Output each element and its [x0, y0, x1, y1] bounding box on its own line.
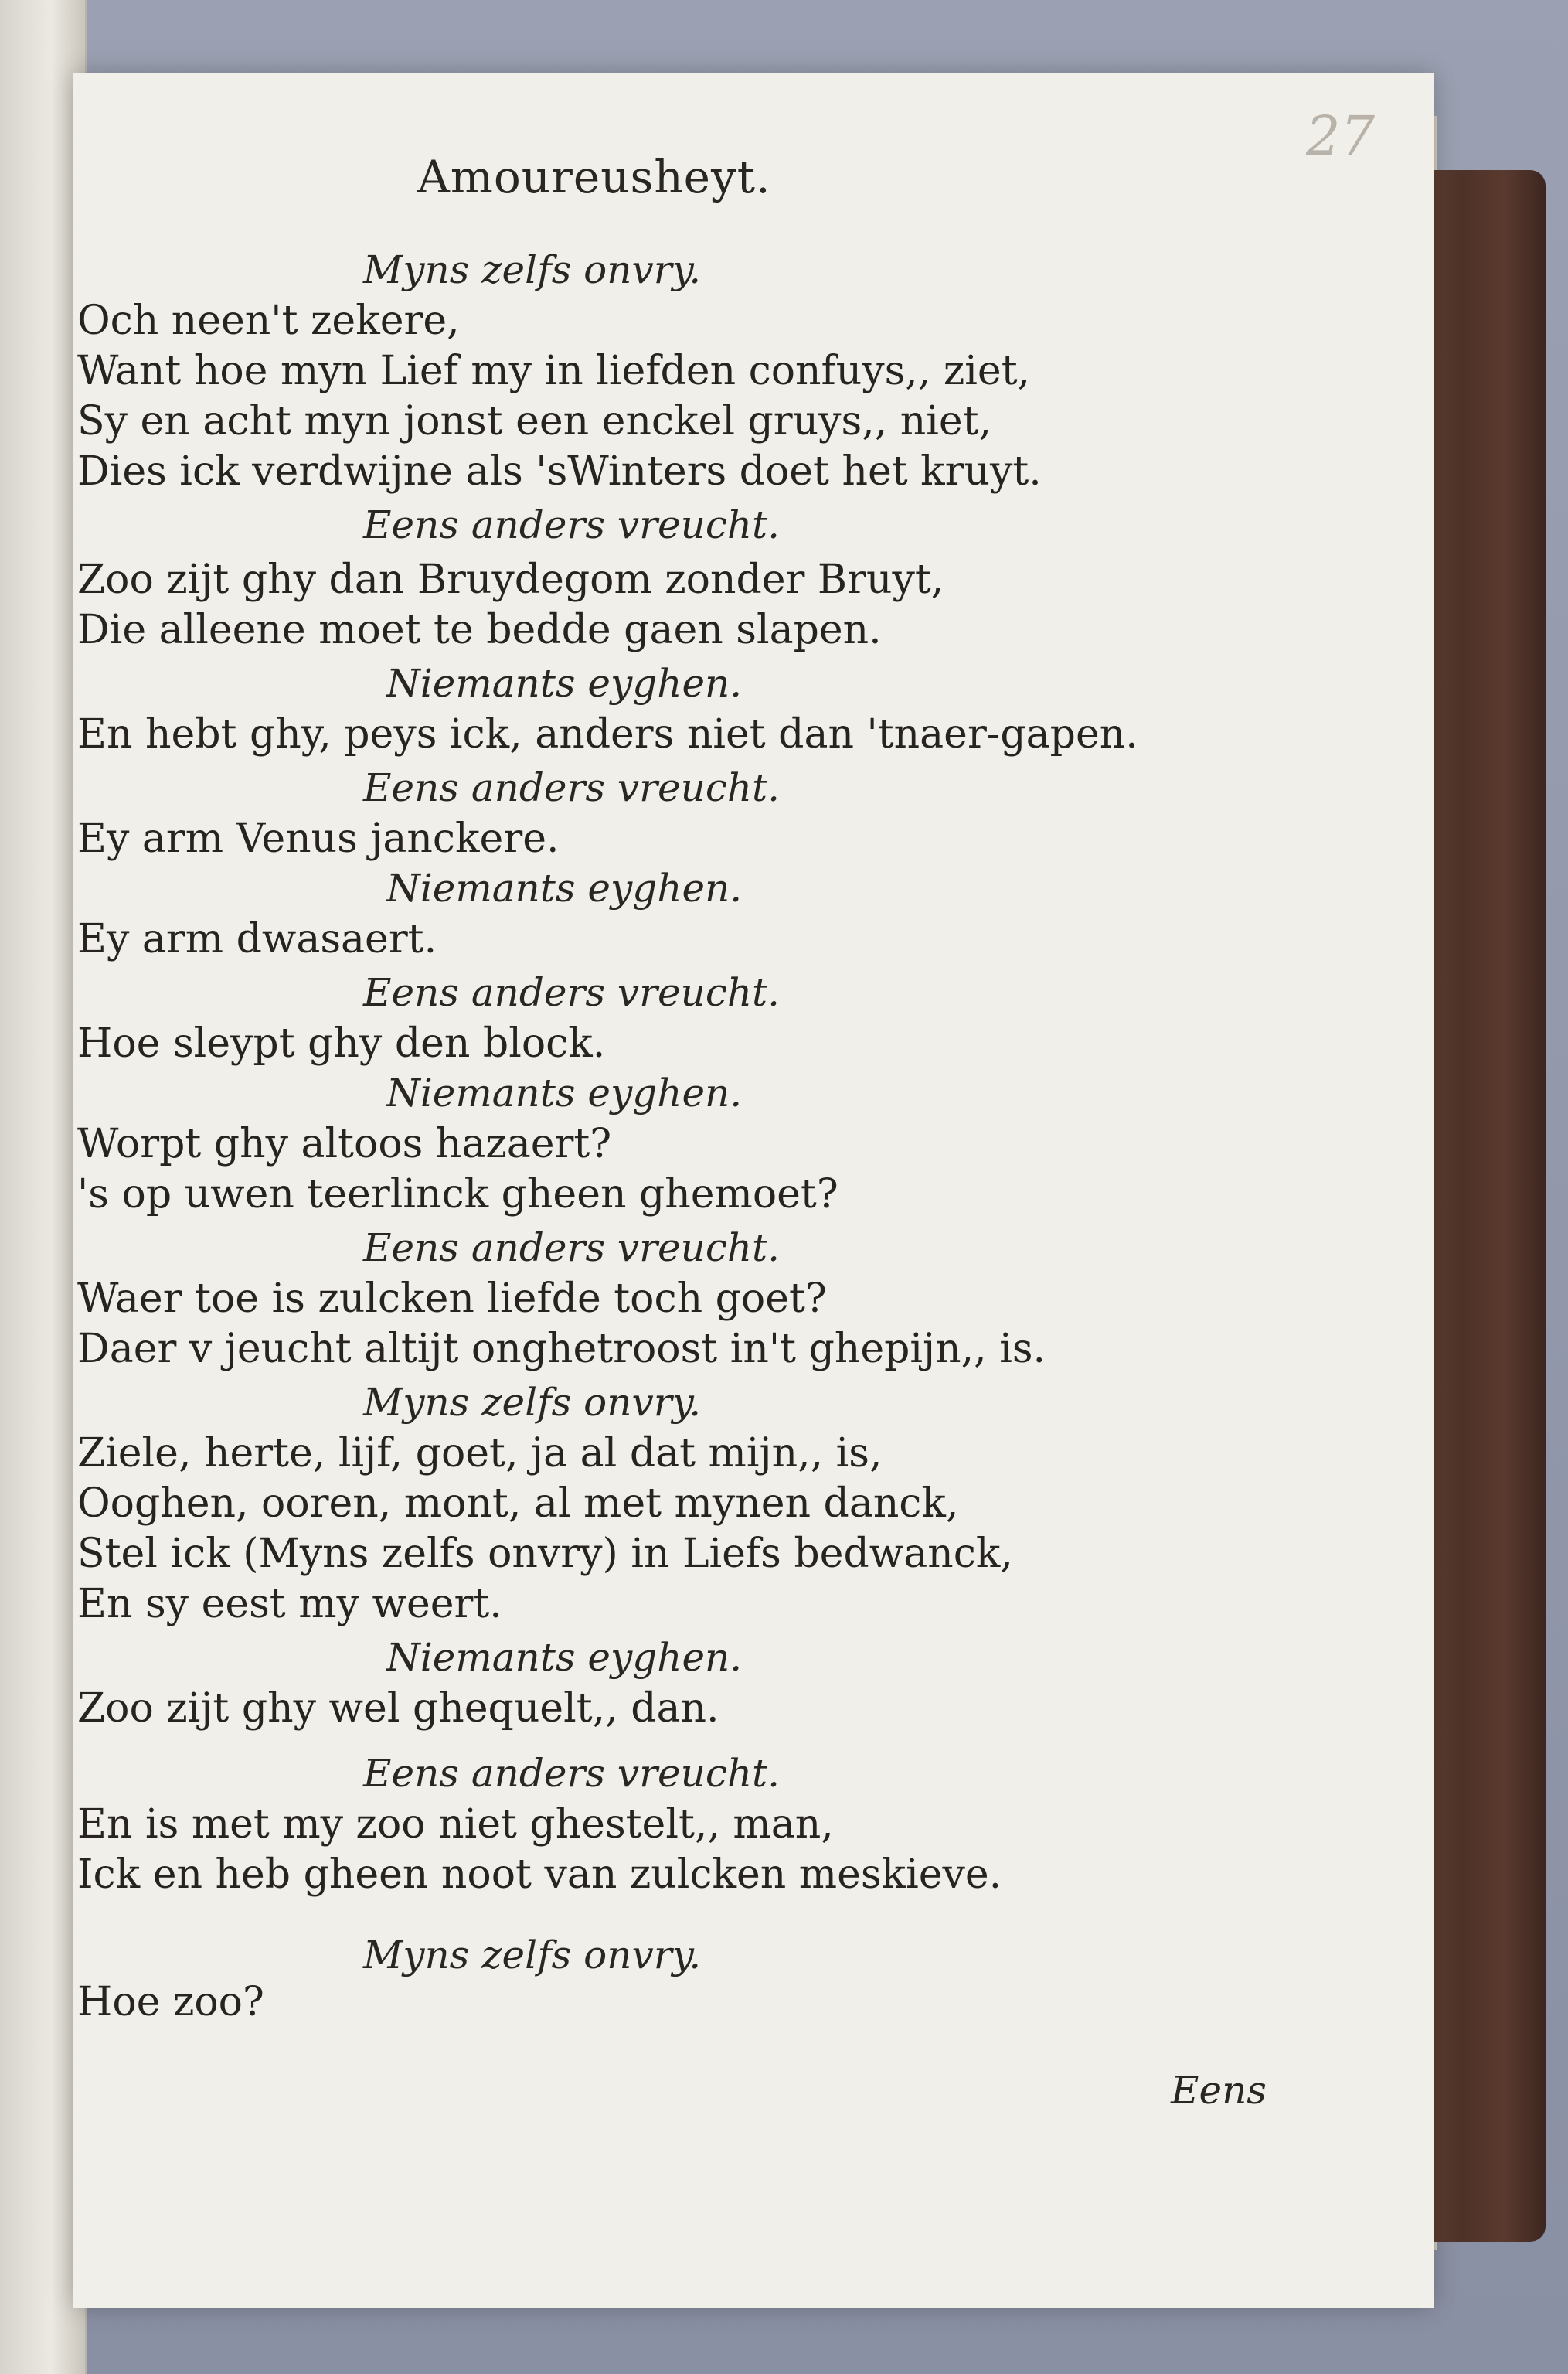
- speaker-label: Niemants eyghen.: [386, 661, 743, 706]
- speaker-label: Myns zelfs onvry.: [363, 1380, 702, 1425]
- verse-line: Hoe sleypt ghy den block.: [77, 1020, 606, 1067]
- verse-line: Ooghen, ooren, mont, al met mynen danck,: [77, 1480, 959, 1527]
- speaker-label: Eens anders vreucht.: [363, 1751, 781, 1796]
- verse-line: Och neen't zekere,: [77, 298, 460, 344]
- verse-line: Stel ick (Myns zelfs onvry) in Liefs bedwanck,: [77, 1531, 1013, 1577]
- speaker-label: Eens anders vreucht.: [363, 502, 781, 547]
- verse-line: Dies ick verdwijne als 'sWinters doet het kruyt.: [77, 448, 1042, 495]
- speaker-label: Niemants eyghen.: [386, 1071, 743, 1115]
- verse-line: En hebt ghy, peys ick, anders niet dan 'tnaer-gapen.: [77, 711, 1138, 758]
- verse-line: Ey arm Venus janckere.: [77, 816, 560, 862]
- speaker-label: Niemants eyghen.: [386, 866, 743, 911]
- catchword: Eens: [1171, 2068, 1267, 2113]
- speaker-label: Myns zelfs onvry.: [363, 1933, 702, 1977]
- verse-line: En sy eest my weert.: [77, 1581, 502, 1627]
- verse-line: Zoo zijt ghy dan Bruydegom zonder Bruyt,: [77, 557, 944, 603]
- verse-line: Worpt ghy altoos hazaert?: [77, 1121, 612, 1167]
- speaker-label: Niemants eyghen.: [386, 1635, 743, 1680]
- verse-line: Sy en acht myn jonst een enckel gruys,, niet,: [77, 398, 992, 444]
- verse-line: Ziele, herte, lijf, goet, ja al dat mijn,, is,: [77, 1430, 883, 1477]
- speaker-label: Eens anders vreucht.: [363, 765, 781, 810]
- speaker-label: Myns zelfs onvry.: [363, 247, 702, 292]
- verse-line: Waer toe is zulcken liefde toch goet?: [77, 1276, 827, 1322]
- running-head: Amoureusheyt.: [417, 151, 771, 203]
- speaker-label: Eens anders vreucht.: [363, 970, 781, 1015]
- verse-line: Die alleene moet te bedde gaen slapen.: [77, 607, 882, 653]
- verse-line: Ey arm dwasaert.: [77, 916, 437, 962]
- verse-line: Daer v jeucht altijt onghetroost in't ghepijn,, is.: [77, 1326, 1046, 1372]
- verse-line: Ick en heb gheen noot van zulcken meskieve.: [77, 1851, 1002, 1898]
- verse-line: Hoe zoo?: [77, 1979, 264, 2025]
- verse-line: 's op uwen teerlinck gheen ghemoet?: [77, 1171, 838, 1218]
- folio-number: 27: [1306, 104, 1376, 168]
- verse-line: Zoo zijt ghy wel ghequelt,, dan.: [77, 1685, 719, 1732]
- verse-line: En is met my zoo niet ghestelt,, man,: [77, 1801, 834, 1848]
- speaker-label: Eens anders vreucht.: [363, 1225, 781, 1270]
- verse-line: Want hoe myn Lief my in liefden confuys,, ziet,: [77, 348, 1031, 394]
